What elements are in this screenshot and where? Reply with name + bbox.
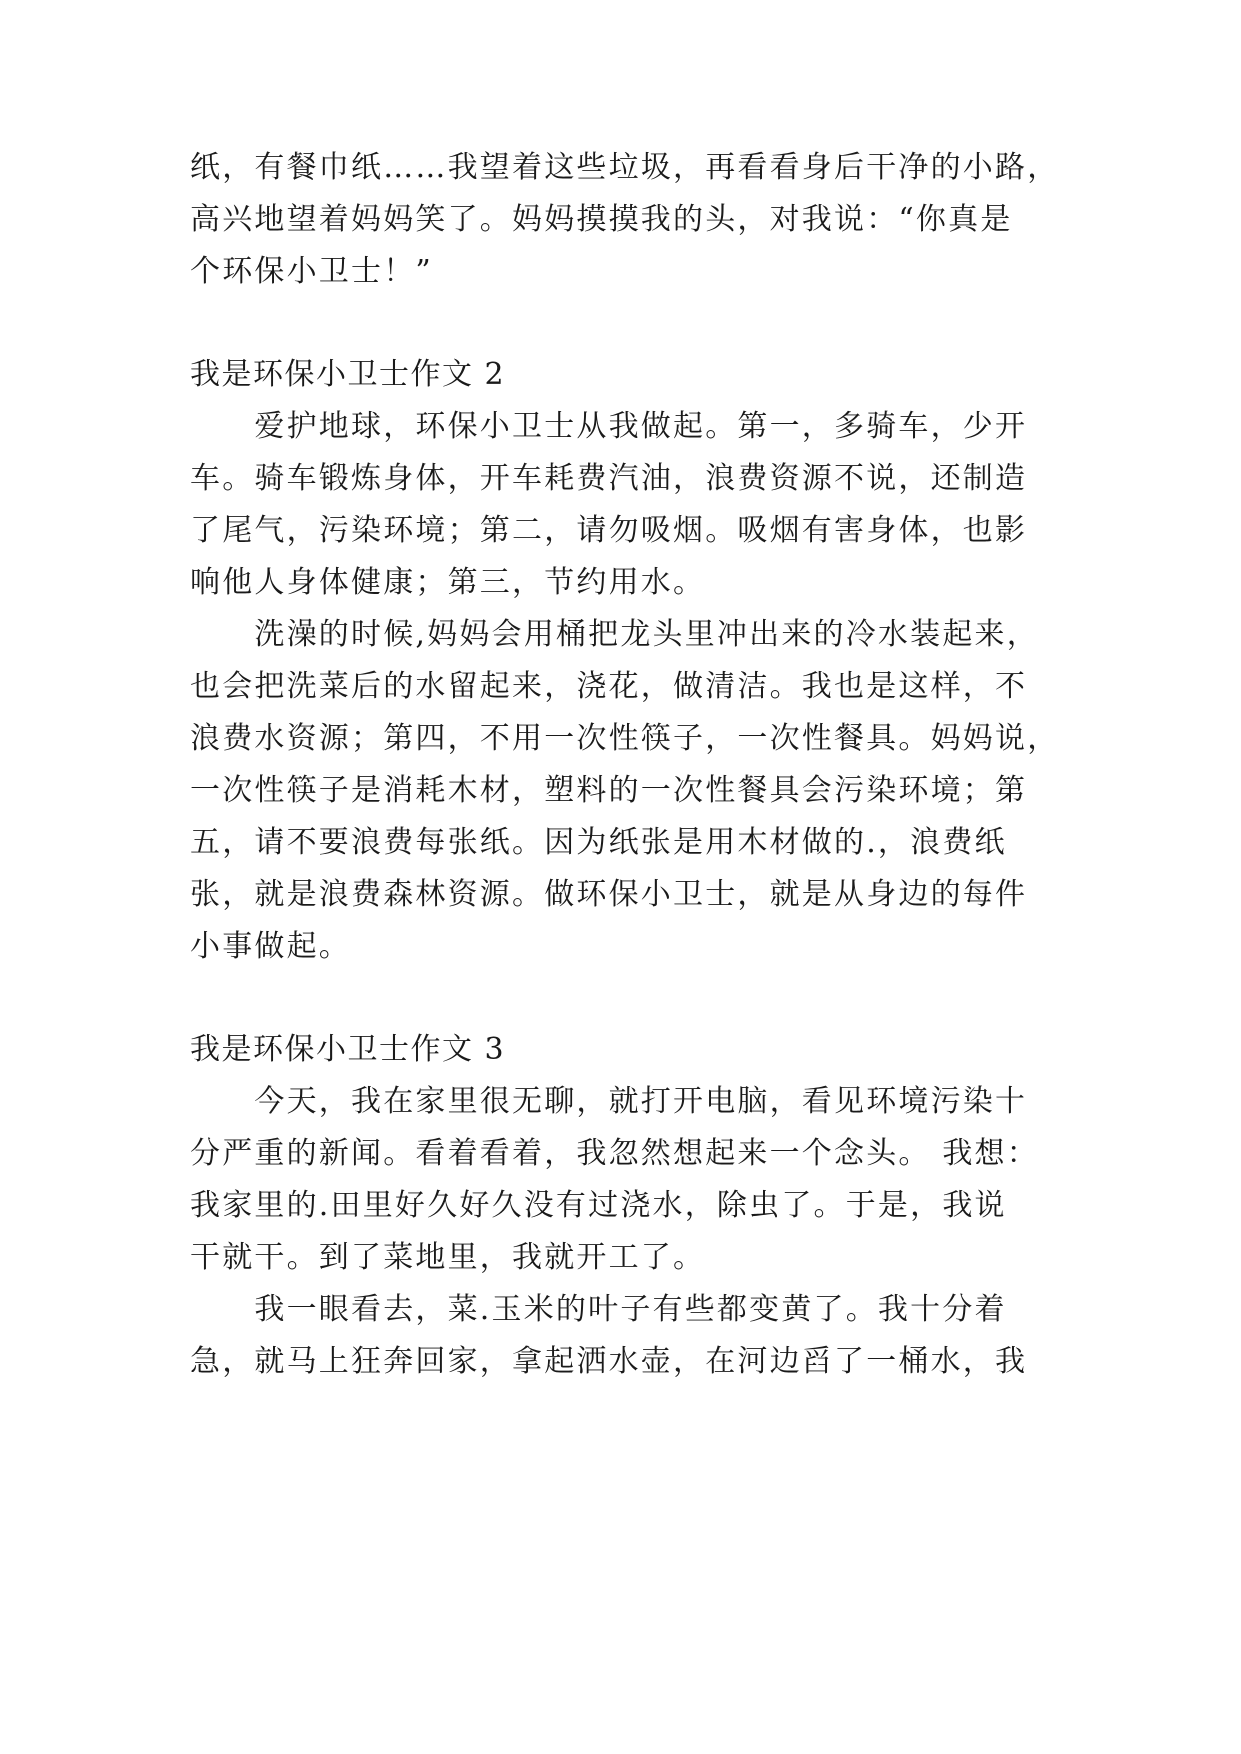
paragraph-line: 车。骑车锻炼身体，开车耗费汽油，浪费资源不说，还制造	[190, 461, 1028, 496]
essay-heading: 我是环保小卫士作文 3	[190, 1032, 506, 1067]
paragraph-line: 高兴地望着妈妈笑了。妈妈摸摸我的头，对我说：“你真是	[190, 202, 1013, 237]
paragraph-line: 干就干。到了菜地里，我就开工了。	[190, 1240, 706, 1275]
paragraph-line: 个环保小卫士！”	[190, 254, 433, 289]
paragraph-line: 张，就是浪费森林资源。做环保小卫士，就是从身边的每件	[190, 877, 1028, 912]
paragraph-line: 响他人身体健康；第三，节约用水。	[190, 565, 706, 600]
paragraph-line: 急，就马上狂奔回家，拿起洒水壶，在河边舀了一桶水，我	[190, 1344, 1028, 1379]
paragraph-line: 我一眼看去，菜.玉米的叶子有些都变黄了。我十分着	[190, 1292, 1007, 1327]
paragraph-line: 今天，我在家里很无聊，就打开电脑，看见环境污染十	[190, 1084, 1028, 1119]
paragraph-line: 我家里的.田里好久好久没有过浇水，除虫了。于是，我说	[190, 1188, 1007, 1223]
paragraph-line: 也会把洗菜后的水留起来，浇花，做清洁。我也是这样，不	[190, 669, 1028, 704]
paragraph-line: 纸，有餐巾纸……我望着这些垃圾，再看看身后干净的小路，	[190, 150, 1060, 185]
paragraph-line: 小事做起。	[190, 929, 351, 964]
paragraph-line: 了尾气，污染环境；第二，请勿吸烟。吸烟有害身体，也影	[190, 513, 1028, 548]
essay-heading: 我是环保小卫士作文 2	[190, 357, 506, 392]
paragraph-line: 分严重的新闻。看着看着，我忽然想起来一个念头。 我想：	[190, 1136, 1039, 1171]
paragraph-line: 五，请不要浪费每张纸。因为纸张是用木材做的.，浪费纸	[190, 825, 1007, 860]
paragraph-line: 洗澡的时候,妈妈会用桶把龙头里冲出来的冷水装起来，	[190, 617, 1039, 652]
paragraph-line: 一次性筷子是消耗木材，塑料的一次性餐具会污染环境；第	[190, 773, 1028, 808]
paragraph-line: 爱护地球，环保小卫士从我做起。第一，多骑车，少开	[190, 409, 1028, 444]
paragraph-line: 浪费水资源；第四，不用一次性筷子，一次性餐具。妈妈说，	[190, 721, 1060, 756]
